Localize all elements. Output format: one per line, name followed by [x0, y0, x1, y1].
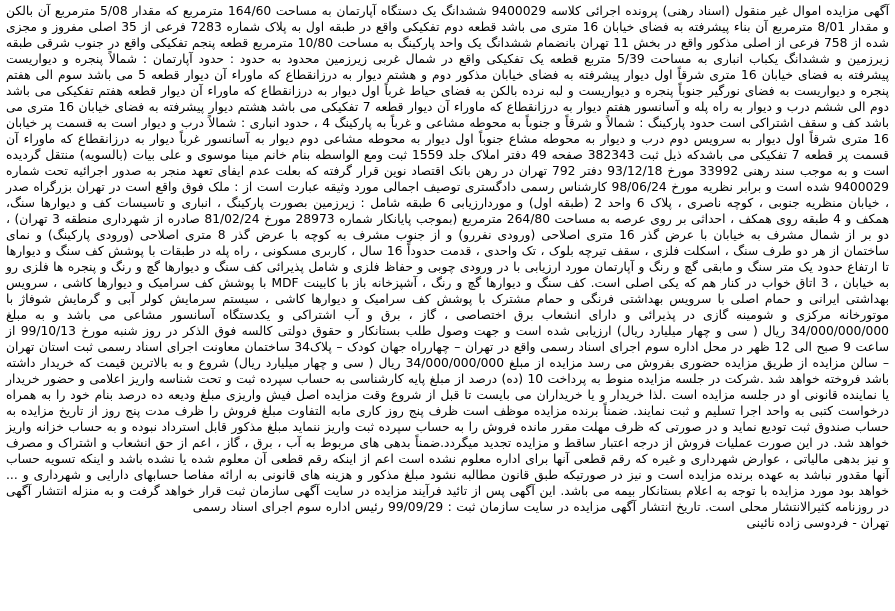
auction-notice-body: آگهی مزایده اموال غیر منقول (اسناد رهنی) پرونده اجرائی کلاسه 9400029 ششدانگ یک دستگاه آپارتمان به مساحت 164/60 مترمربع که مقدار 5/08 مترمربع آن بالکن و مقدار 8/01 مترمربع آن بناء پیشرفته به فضای خیابان 16 متری می باشد قطعه دوم تفکیکی واقع در طبقه اول به پلاک شماره 7283 فرعی از 35 اصلی مفروز و مجزی شده از 758 فرعی از اصلی مذکور واقع در بخش 11 تهران بانضمام ششدانگ یک واحد پارکینگ به مساحت 10/80 مترمربع قطعه پنجم تفکیکی واقع در جنوب شرقی طبقه زیرزمین و ششدانگ یکباب انباری به مساحت 5/39 متربع قطعه یک تفکیکی واقع در شمال غربی زیرزمین محدود به حدود : حدود آپارتمان : شمالاً پنجره و دیواریست پیشرفته به فضای خیابان 16 متری شرقاً اول دیوار پیشرفته به فضای خیابان مذکور دوم و هشتم دیوار به درزانقطاع که ماوراء آن دیوار قطعه 5 می باشد سوم الی هفتم پنجره و دیواریست به فضای نورگیر جنوباً پنجره و دیواریست و لبه نرده بالکن به فضای حیاط غرباً اول دیوار به درزانقطاع که ماوراء آن دیوار قطعه هفتم تفکیکی می باشد دوم الی ششم درب و دیوار به راه پله و آسانسور هفتم دیوار به درزانقطاع که ماوراء آن دیوار قطعه 7 تفکیکی می باشد هشتم دیوار پیشرفته به فضای خیابان 16 متری می باشد کف و سقف اشتراکی است حدود پارکینگ : شمالاً و شرقاً و جنوباً به محوطه مشاعی و غرباً به پارکینگ 4 ، حدود انباری : شمالاً درب و دیوار است به قسمت پر خیابان 16 متری شرقاً اول دیوار به سرویس دوم درب و دیوار به محوطه مشاع جنوباً اول دیوار به محوطه مشاعی دوم دیوار به آسانسور غرباً دیوار به درزانقطاع که ماوراء آن قسمت پر قطعه 7 تفکیکی می باشدکه ذیل ثبت 382343 صفحه 49 دفتر املاک جلد 1559 ثبت ومع الواسطه بنام خانم مینا موسوی و علی بیات (بالسویه) منتقل گردیده است و به موجب سند رهنی 33992 مورخ 93/12/18 دفتر 792 تهران در رهن بانک اقتصاد نوین قرار گرفته که بعلت عدم ایفای تعهد منجر به صدور اجرائیه تحت شماره 9400029 شده است و برابر نظریه مورخ 98/06/24 کارشناس رسمی دادگستری توصیف اجمالی مورد وثیقه عبارت است از : ملک فوق واقع است در تهران بزرگراه صدر ، خیابان منظریه جنوبی ، کوچه ناصری ، پلاک 6 واحد 2 (طبقه اول) و موردارزیابی 6 طبقه شامل : زیرزمین بصورت پارکینگ ، انباری و تاسیسات کف و دیوارها سنگ، همکف و 4 طبقه روی همکف ، احداثی بر روی عرصه به مساحت 264/80 مترمربع (بموجب پایانکار شماره 28973 مورخ 81/02/24 صادره از شهرداری منطقه 3 تهران) ، دو بر از شمال مشرف به خیابان با عرض گذر 16 متری اصلاحی (ورودی نفررو) و از جنوب مشرف به کوچه با عرض گذر 8 متری اصلاحی (ورودی پارکینگ) و نمای ساختمان از هر دو طرف سنگ ، اسکلت فلزی ، سقف تیرچه بلوک ، تک واحدی ، قدمت حدوداً 16 سال ، کاربری مسکونی ، راه پله در طبقات با پوشش کف سنگ و دیوارها تا ارتفاع حدود یک متر سنگ و مابقی گچ و رنگ و آپارتمان مورد ارزیابی با در ورودی چوبی و حفاظ فلزی و شامل پذیرائی کف سنگ و دیوارها گچ و رنگ و پنجره ها فلزی رو به خیابان ، 3 اتاق خواب در کنار هم که یکی اصلی است. کف سنگ و دیوارها گچ و رنگ ، آشپزخانه باز با کابینت MDF با پوشش کف سرامیک و دیوارها کاشی ، سرویس بهداشتی ایرانی و حمام اصلی با سرویس بهداشتی فرنگی و حمام مشترک با پوشش کف سرامیک و دیوارها کاشی ، سیستم سرمایش کولر آبی و گرمایش شوفاژ با موتورخانه مرکزی و شومینه گازی در پذیرائی و دارای انشعاب برق اختصاصی ، گاز ، برق و آب اشتراکی و یکدستگاه آسانسور مشاعی می باشد و به مبلغ 34/000/000/000 ریال ( سی و چهار میلیارد ریال) ارزیابی شده است و جهت وصول طلب بستانکار و حقوق دولتی کالسه فوق الذکر در روز شنبه مورخ 99/10/13 از ساعت 9 صبح الی 12 ظهر در محل اداره سوم اجرای اسناد رسمی واقع در تهران – چهارراه جهان کودک – پلاک34 ساختمان معاونت اجرای اسناد رسمی ثبت استان تهران – سالن مزایده از طریق مزایده حضوری بفروش می رسد مزایده از مبلغ 34/000/000/000 ریال ( سی و چهار میلیارد ریال) شروع و به بالاترین قیمت که خریدار داشته باشد فروخته خواهد شد .شرکت در جلسه مزایده منوط به پرداخت 10 (ده) درصد از مبلغ پایه کارشناسی به حساب سپرده ثبت و تحت شناسه واریز اعلامی و حضور خریدار یا نماینده قانونی او در جلسه مزایده است .لذا خریدار و یا خریداران می بایست تا قبل از شروع وقت مزایده اصل فیش واریزی مبلغ ودیعه ده درصد بنام خود را به همراه درخواست کتبی به واحد اجرا تسلیم و ثبت نمایند. ضمناً برنده مزایده موظف است ظرف پنج روز کاری مابه التفاوت مبلغ فروش را ظرف مدت پنج روز از تاریخ مزایده به حساب صندوق ثبت تودیع نماید و در صورتی که ظرف مهلت مقرر مانده فروش را به حساب سپرده ثبت واریز ننماید مبلغ مذکور قابل استرداد نبوده و به حساب خزانه واریز خواهد شد. در این صورت عملیات فروش از درجه اعتبار ساقط و مزایده تجدید میگردد.ضمناً بدهی های مربوط به آب ، برق ، گاز ، اعم از حق انشعاب و اشتراک و مصرف و نیز بدهی مالیاتی ، عوارض شهرداری و غیره که رقم قطعی آنها برای اداره معلوم نشده است اعم از اینکه رقم قطعی آن معلوم شده یا نشده باشد و اینکه تسویه حساب آنها مقدور نباشد به عهده برنده مزایده است و نیز در صورتیکه طبق قانون مطالبه نشود مبلغ مذکور و هزینه های قانونی به ارائه مفاصا حسابهای دارایی و شهرداری و ... خواهد بود مورد مزایده با توجه به اعلام بستانکار بیمه می باشد. این آگهی پس از تائید فرآیند مزایده در سایت آگهی سازمان ثبت قرار خواهد گرفت و به منزله انتشار آگهی در روزنامه کثیرالانتشار محلی است. تاریخ انتشار آگهی مزایده در سایت سازمان ثبت : 99/09/29 رئیس اداره سوم اجرای اسناد رسمی [6, 4, 890, 514]
notice-signature: تهران - فردوسی زاده نائینی [746, 516, 889, 530]
